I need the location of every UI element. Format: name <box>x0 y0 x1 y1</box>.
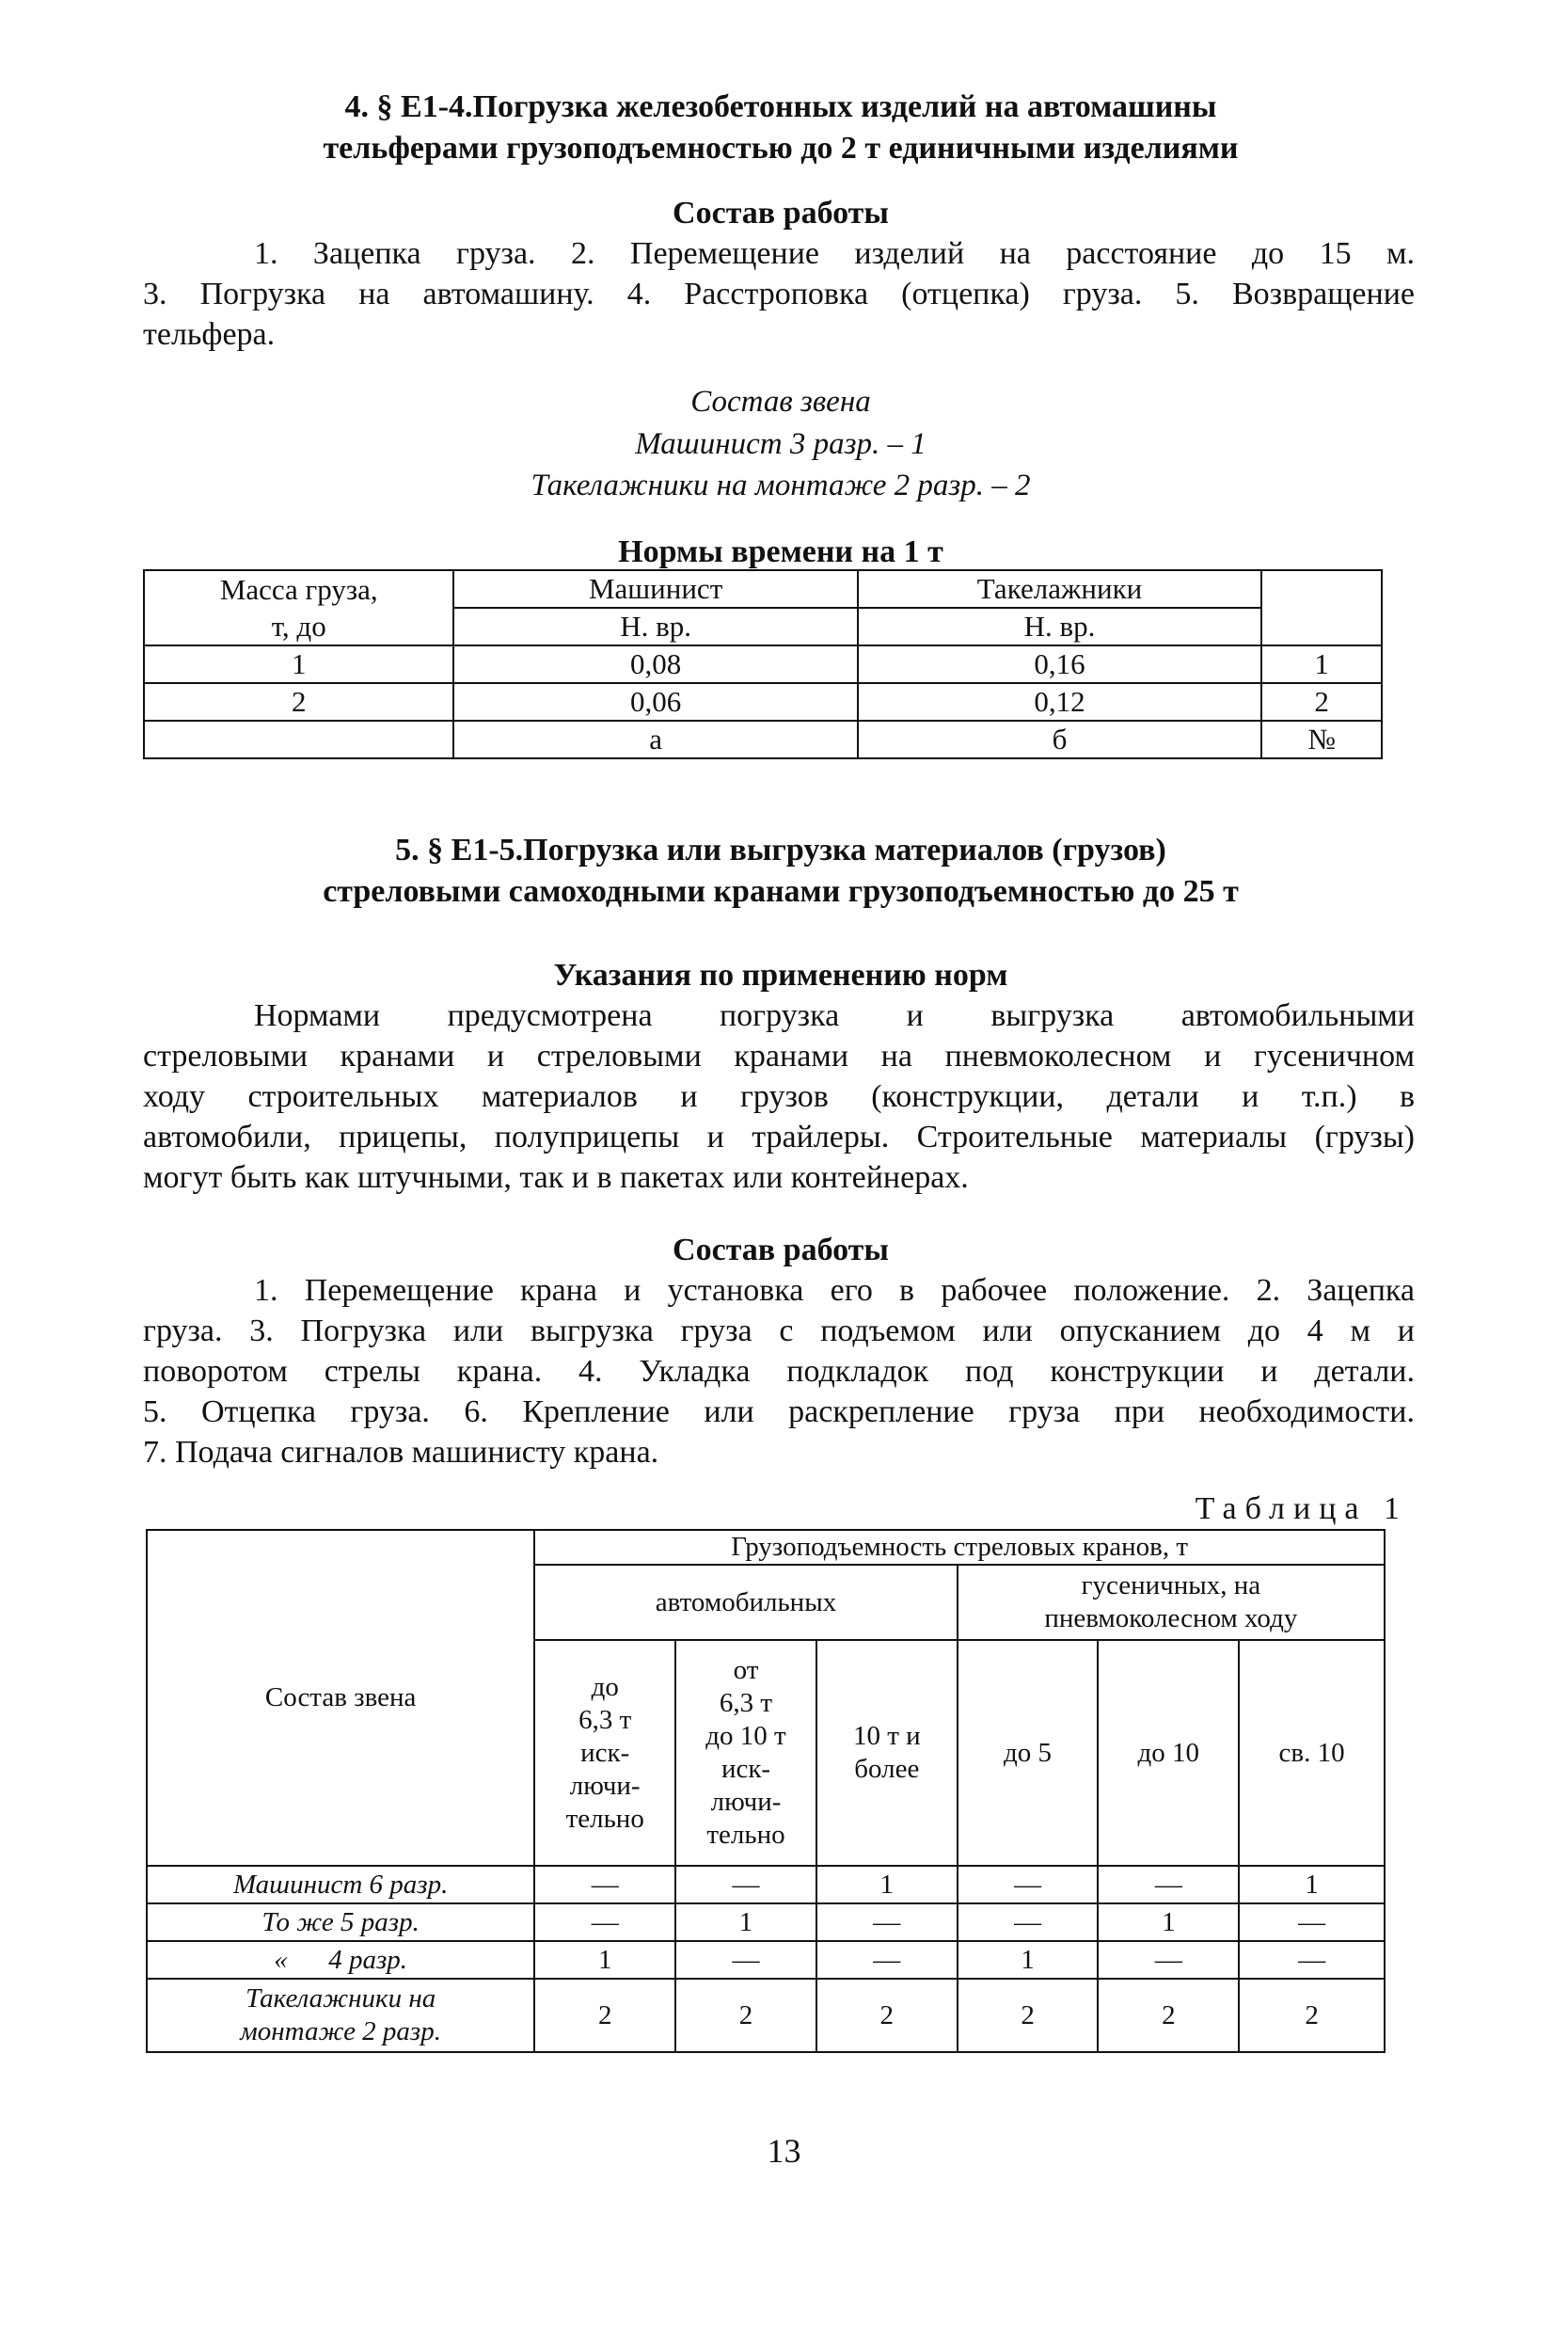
section5-work-text <box>143 1270 1415 1472</box>
header-col-auto-1 <box>534 1640 675 1866</box>
section5-title-line2: стреловыми самоходными кранами грузоподъемностью до 25 т <box>323 874 1239 909</box>
norms-table-1 <box>143 569 1383 759</box>
text-line: тельфера. <box>143 317 276 352</box>
section5-guide-text <box>143 995 1415 1198</box>
cell-value: 2 <box>816 1979 958 2052</box>
section4-work-heading: Состав работы <box>673 196 889 231</box>
cell-mass: 2 <box>144 683 453 721</box>
cell-riggers: 0,12 <box>858 683 1261 721</box>
cell-value: — <box>816 1941 958 1979</box>
header-line: до <box>591 1671 619 1702</box>
header-col-tracked-1: до 5 <box>958 1640 1099 1866</box>
table-header-tracked <box>958 1565 1385 1640</box>
table-row <box>147 1979 1385 2052</box>
table-header-mass-unit: т, до <box>144 608 453 645</box>
cell-value: 2 <box>958 1979 1099 2052</box>
section4-crew-line2: Такелажники на монтаже 2 разр. – 2 <box>531 469 1031 502</box>
header-line: пневмоколесном ходу <box>1044 1603 1298 1633</box>
text-line: стреловыми кранами и стреловыми кранами на пневмоколесном и гусеничном <box>143 1039 1415 1074</box>
table-header-empty <box>1261 570 1382 645</box>
cell-value: 1 <box>816 1866 958 1903</box>
cell-value: — <box>816 1903 958 1941</box>
column-letter-b: б <box>858 721 1261 758</box>
row-label <box>147 1979 534 2052</box>
cell-value: 2 <box>1239 1979 1385 2052</box>
header-col-tracked-2: до 10 <box>1098 1640 1239 1866</box>
cell-machinist: 0,08 <box>453 645 857 683</box>
header-line: 6,3 т <box>578 1704 632 1735</box>
cell-mass: 1 <box>144 645 453 683</box>
text-line: 1. Перемещение крана и установка его в рабочее положение. 2. Зацепка <box>254 1273 1415 1308</box>
row-label: « 4 разр. <box>147 1941 534 1979</box>
cell-value: — <box>534 1866 675 1903</box>
table-subheader-machinist: Н. вр. <box>453 608 857 645</box>
text-line: поворотом стрелы крана. 4. Укладка подкладок под конструкции и детали. <box>143 1354 1415 1389</box>
header-line: тельно <box>706 1820 785 1850</box>
header-line: иск- <box>721 1754 771 1784</box>
table-header-riggers: Такелажники <box>858 570 1261 608</box>
cell-row-number: 2 <box>1261 683 1382 721</box>
cell-value: — <box>958 1903 1099 1941</box>
table-caption: Таблица 1 <box>1195 1491 1408 1526</box>
table-footer-row <box>144 721 1382 758</box>
text-line: 7. Подача сигналов машинисту крана. <box>143 1435 659 1470</box>
row-label: Машинист 6 разр. <box>147 1866 534 1903</box>
cell-value: 1 <box>675 1903 816 1941</box>
cell-value: 2 <box>1098 1979 1239 2052</box>
header-line: иск- <box>580 1737 630 1768</box>
section4-crew-heading: Состав звена <box>690 385 871 419</box>
table-row <box>144 683 1382 721</box>
cell-value: — <box>1098 1941 1239 1979</box>
cell-value: — <box>534 1903 675 1941</box>
header-line: 10 т и <box>852 1721 921 1751</box>
row-label-line: Такелажники на <box>245 1983 436 2014</box>
header-col-tracked-3: св. 10 <box>1239 1640 1385 1866</box>
cell-row-number: 1 <box>1261 645 1382 683</box>
cell-value: 1 <box>1098 1903 1239 1941</box>
cell-value: 2 <box>534 1979 675 2052</box>
text-line: ходу строительных материалов и грузов (конструкции, детали и т.п.) в <box>143 1079 1415 1114</box>
header-line: от <box>733 1655 759 1685</box>
text-line: 5. Отцепка груза. 6. Крепление или раскрепление груза при необходимости. <box>143 1394 1415 1429</box>
table-header-capacity: Грузоподъемность стреловых кранов, т <box>534 1530 1385 1565</box>
cell-value: 1 <box>1239 1866 1385 1903</box>
table-header-machinist: Машинист <box>453 570 857 608</box>
cell-value: — <box>1239 1903 1385 1941</box>
cell-value: 1 <box>534 1941 675 1979</box>
text-line: могут быть как штучными, так и в пакетах или контейнерах. <box>143 1160 969 1195</box>
section4-work-text <box>143 233 1415 355</box>
section5-title-line1: 5. § Е1-5.Погрузка или выгрузка материалов (грузов) <box>395 833 1166 868</box>
text-line: 3. Погрузка на автомашину. 4. Расстроповка (отцепка) груза. 5. Возвращение <box>143 277 1415 311</box>
number-sign: № <box>1261 721 1382 758</box>
header-line: до 10 т <box>705 1721 786 1751</box>
section4-title-line1: 4. § Е1-4.Погрузка железобетонных изделий на автомашины <box>344 89 1217 124</box>
text-line: автомобили, прицепы, полуприцепы и трайлеры. Строительные материалы (грузы) <box>143 1120 1415 1154</box>
header-line: тельно <box>565 1803 644 1834</box>
table-row <box>144 645 1382 683</box>
header-col-auto-3 <box>816 1640 958 1866</box>
text-line: груза. 3. Погрузка или выгрузка груза с подъемом или опусканием до 4 м и <box>143 1313 1415 1348</box>
table-header-crew: Состав звена <box>147 1530 534 1866</box>
text-line: 1. Зацепка груза. 2. Перемещение изделий на расстояние до 15 м. <box>254 236 1415 271</box>
header-line: лючи- <box>710 1787 782 1817</box>
row-label-line: монтаже 2 разр. <box>240 2016 442 2046</box>
section5-guide-heading: Указания по применению норм <box>553 958 1008 993</box>
page-number: 13 <box>767 2132 801 2170</box>
cell-value: — <box>1239 1941 1385 1979</box>
row-label: То же 5 разр. <box>147 1903 534 1941</box>
cell-value: 2 <box>675 1979 816 2052</box>
section4-crew-line1: Машинист 3 разр. – 1 <box>635 427 927 461</box>
cell-empty <box>144 721 453 758</box>
cell-value: 1 <box>958 1941 1099 1979</box>
text-line: Нормами предусмотрена погрузка и выгрузка автомобильными <box>254 998 1415 1033</box>
cell-riggers: 0,16 <box>858 645 1261 683</box>
table-subheader-riggers: Н. вр. <box>858 608 1261 645</box>
table-header-mass: Масса груза, <box>144 570 453 608</box>
header-line: гусеничных, на <box>1081 1570 1261 1600</box>
cell-value: — <box>675 1941 816 1979</box>
section4-title-line2: тельферами грузоподъемностью до 2 т единичными изделиями <box>323 131 1239 166</box>
header-line: лючи- <box>569 1770 641 1801</box>
header-line: 6,3 т <box>719 1688 773 1718</box>
cell-value: — <box>958 1866 1099 1903</box>
crew-table <box>146 1529 1386 2053</box>
column-letter-a: а <box>453 721 857 758</box>
section5-work-heading: Состав работы <box>673 1233 889 1267</box>
cell-value: — <box>1098 1866 1239 1903</box>
cell-value: — <box>675 1866 816 1903</box>
cell-machinist: 0,06 <box>453 683 857 721</box>
header-col-auto-2 <box>675 1640 816 1866</box>
header-line: более <box>854 1754 920 1784</box>
section4-table-title: Нормы времени на 1 т <box>618 534 943 569</box>
table-row <box>147 1903 1385 1941</box>
table-header-auto: автомобильных <box>534 1565 957 1640</box>
table-row <box>147 1941 1385 1979</box>
table-row <box>147 1866 1385 1903</box>
